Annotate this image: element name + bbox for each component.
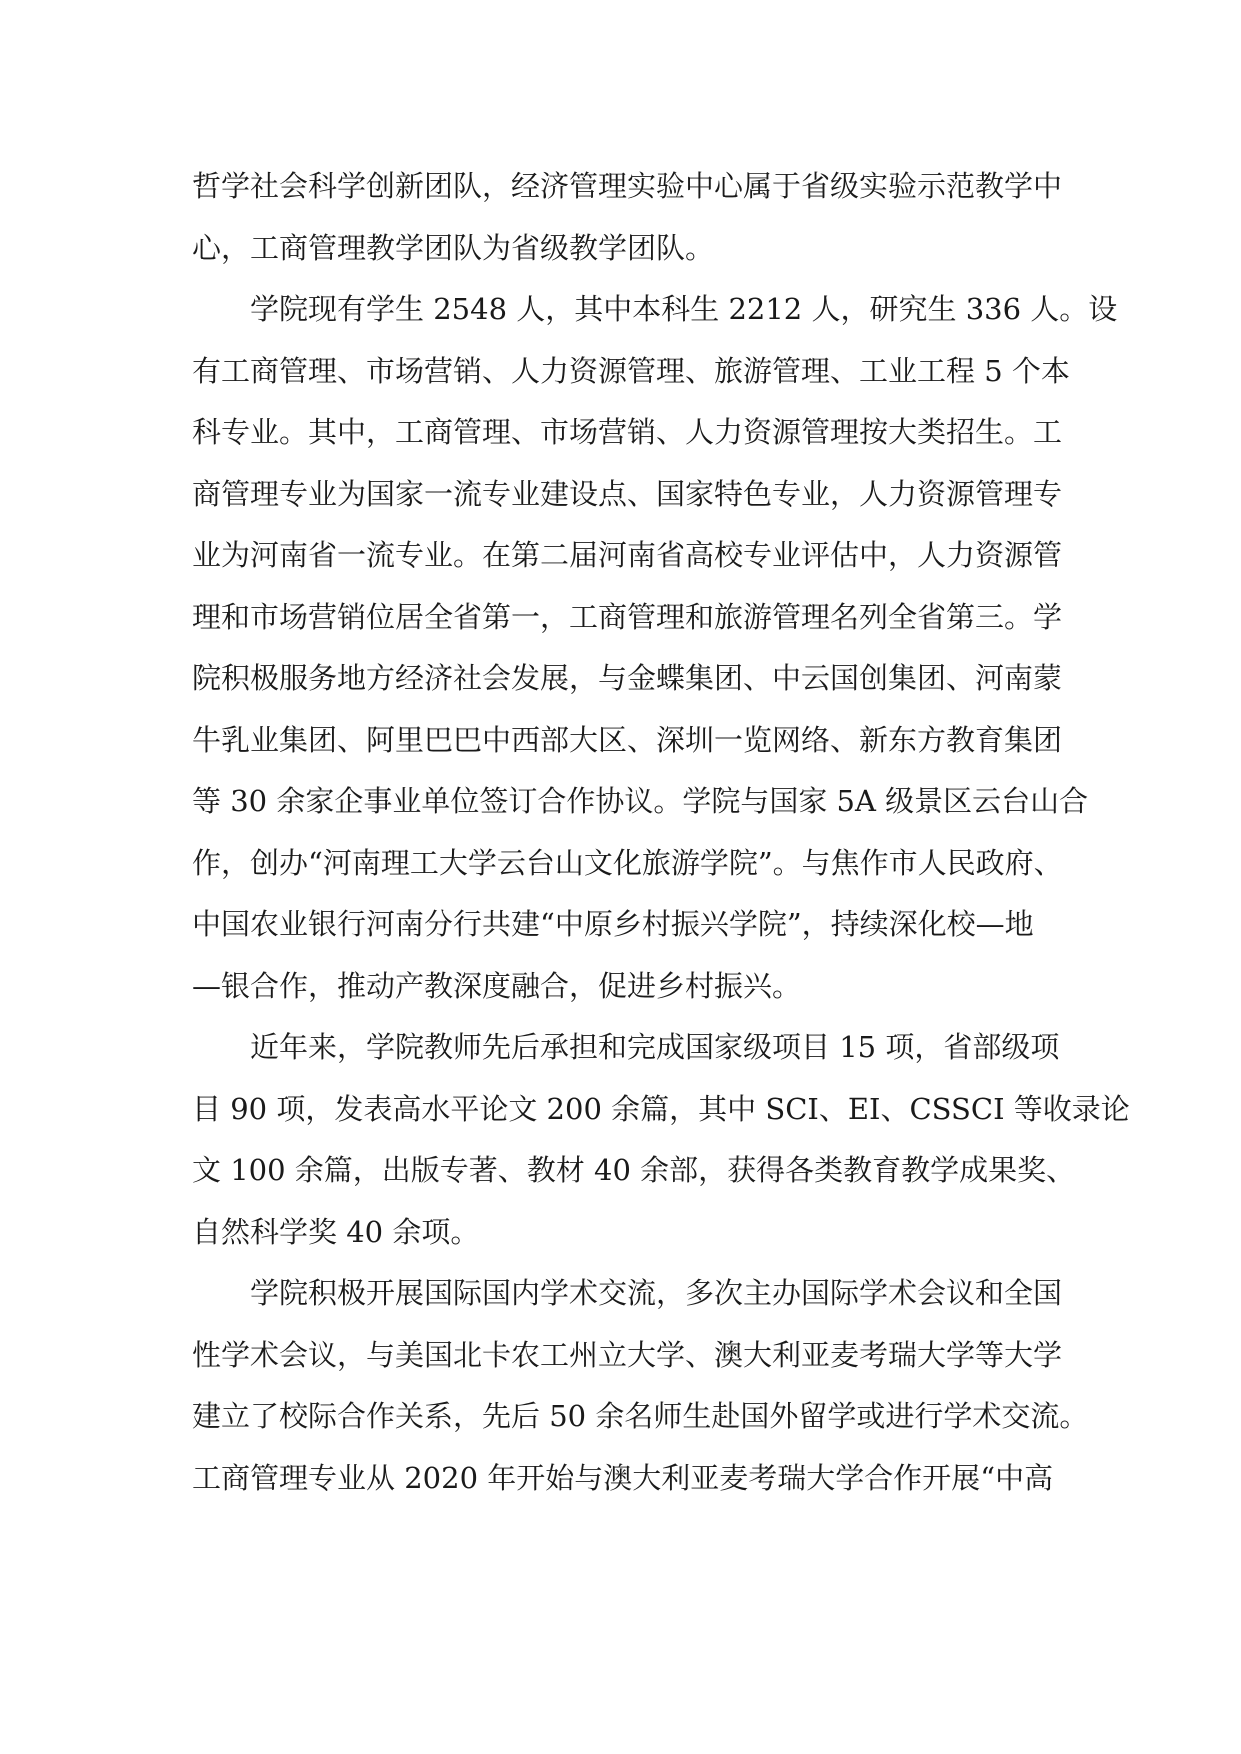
text-line: —银合作，推动产教深度融合，促进乡村振兴。: [192, 968, 802, 1003]
paragraph-research-output: [192, 1017, 1130, 1263]
text-line: 哲学社会科学创新团队，经济管理实验中心属于省级实验示范教学中: [192, 169, 1063, 203]
text-line: 商管理专业为国家一流专业建设点、国家特色专业，人力资源管理专: [192, 476, 1063, 511]
paragraph-students-majors: [192, 279, 1118, 1017]
text-line: 性学术会议，与美国北卡农工州立大学、澳大利亚麦考瑞大学等大学: [192, 1337, 1063, 1372]
text-line: 近年来，学院教师先后承担和完成国家级项目 15 项，省部级项: [192, 1030, 1060, 1064]
text-line: 学院积极开展国际国内学术交流，多次主办国际学术会议和全国: [192, 1276, 1063, 1310]
text-line: 心，工商管理教学团队为省级教学团队。: [192, 230, 715, 265]
text-line: 等 30 余家企事业单位签订合作协议。学院与国家 5A 级景区云台山合: [192, 784, 1089, 818]
text-line: 有工商管理、市场营销、人力资源管理、旅游管理、工业工程 5 个本: [192, 353, 1070, 388]
paragraph-team-intro: [192, 156, 1062, 279]
text-line: 作，创办“河南理工大学云台山文化旅游学院”。与焦作市人民政府、: [192, 845, 1063, 880]
text-line: 学院现有学生 2548 人，其中本科生 2212 人，研究生 336 人。设: [192, 292, 1118, 326]
text-line: 工商管理专业从 2020 年开始与澳大利亚麦考瑞大学合作开展“中高: [192, 1460, 1054, 1495]
document-body: [192, 156, 1130, 1509]
text-line: 目 90 项，发表高水平论文 200 余篇，其中 SCI、EI、CSSCI 等收录论: [192, 1091, 1130, 1126]
text-line: 中国农业银行河南分行共建“中原乡村振兴学院”，持续深化校—地: [192, 907, 1034, 941]
text-line: 文 100 余篇，出版专著、教材 40 余部，获得各类教育教学成果奖、: [192, 1153, 1076, 1187]
text-line: 自然科学奖 40 余项。: [192, 1214, 480, 1249]
text-line: 牛乳业集团、阿里巴巴中西部大区、深圳一览网络、新东方教育集团: [192, 722, 1063, 757]
text-line: 院积极服务地方经济社会发展，与金蝶集团、中云国创集团、河南蒙: [192, 661, 1063, 695]
text-line: 理和市场营销位居全省第一，工商管理和旅游管理名列全省第三。学: [192, 599, 1063, 634]
text-line: 建立了校际合作关系，先后 50 余名师生赴国外留学或进行学术交流。: [192, 1399, 1089, 1433]
paragraph-international-exchange: [192, 1263, 1089, 1509]
text-line: 科专业。其中，工商管理、市场营销、人力资源管理按大类招生。工: [192, 415, 1063, 449]
text-line: 业为河南省一流专业。在第二届河南省高校专业评估中，人力资源管: [192, 538, 1063, 572]
